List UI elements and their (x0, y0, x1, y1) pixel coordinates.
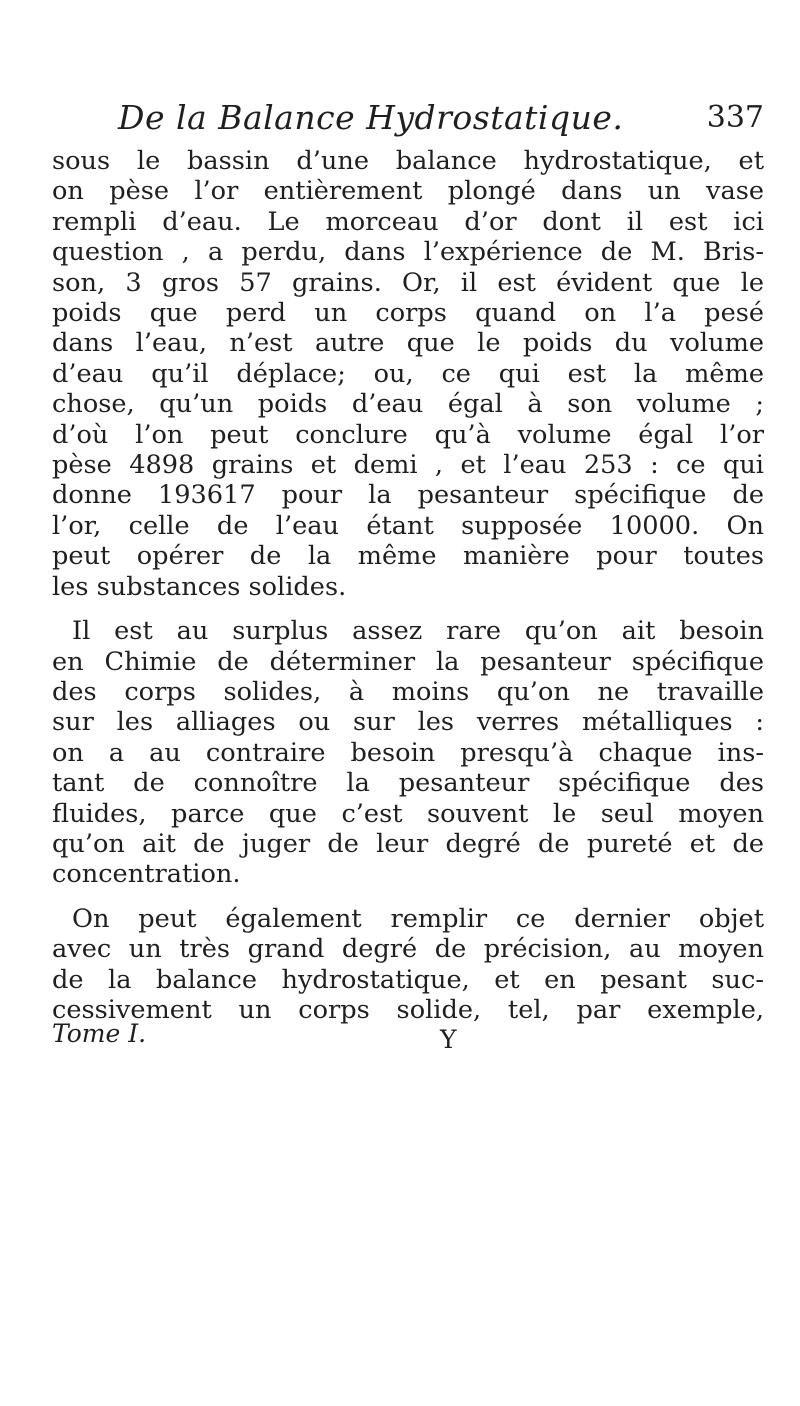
text-line: peut opérer de la même manière pour toutes (52, 541, 764, 572)
text-line: tant de connoître la pesanteur spécifique des (52, 768, 764, 799)
page-number: 337 (706, 100, 764, 135)
text-line: l’or, celle de l’eau étant supposée 10000. On (52, 510, 764, 541)
text-line: d’eau qu’il déplace; ou, ce qui est la même (52, 358, 764, 389)
text-line: en Chimie de déterminer la pesanteur spécifique (52, 646, 764, 677)
text-line: concentration. (52, 859, 241, 890)
text-line: des corps solides, à moins qu’on ne travaille (52, 676, 764, 707)
text-line: rempli d’eau. Le morceau d’or dont il est ici (52, 206, 764, 237)
paragraph-1 (52, 146, 764, 602)
text-line: pèse 4898 grains et demi , et l’eau 253 : ce qui (52, 450, 764, 481)
text-line: chose, qu’un poids d’eau égal à son volume ; (52, 389, 764, 420)
text-line: question , a perdu, dans l’expérience de M. Bris- (52, 237, 764, 268)
gathering-signature: Y (440, 1025, 457, 1055)
page-footer (52, 1019, 764, 1065)
book-page (52, 90, 764, 1065)
text-line: poids que perd un corps quand on l’a pesé (52, 298, 764, 329)
text-line: sous le bassin d’une balance hydrostatique, et (52, 146, 764, 176)
text-line: son, 3 gros 57 grains. Or, il est évident que le (52, 267, 764, 298)
text-line: cessivement un corps solide, tel, par exemple, (52, 994, 764, 1025)
text-line: les substances solides. (52, 571, 347, 602)
text-line: Il est au surplus assez rare qu’on ait besoin (72, 616, 764, 647)
text-line: sur les alliages ou sur les verres métalliques : (52, 707, 764, 738)
text-line: on pèse l’or entièrement plongé dans un vase (52, 176, 764, 207)
page-header (52, 90, 764, 146)
text-line: fluides, parce que c’est souvent le seul moyen (52, 798, 764, 829)
text-line: donne 193617 pour la pesanteur spécifique de (52, 480, 764, 511)
volume-signature: Tome I. (52, 1019, 147, 1049)
text-line: d’où l’on peut conclure qu’à volume égal l’or (52, 419, 764, 450)
text-line: qu’on ait de juger de leur degré de pureté et de (52, 828, 764, 859)
paragraph-3 (52, 904, 764, 1026)
text-line: on a au contraire besoin presqu’à chaque ins- (52, 737, 764, 768)
text-line: dans l’eau, n’est autre que le poids du volume (52, 328, 764, 359)
text-line: de la balance hydrostatique, et en pesant suc- (52, 964, 764, 995)
text-line: avec un très grand degré de précision, au moyen (52, 934, 764, 965)
paragraph-2 (52, 616, 764, 890)
running-title: De la Balance Hydrostatique. (118, 98, 624, 137)
body-text (52, 146, 764, 1025)
text-line: On peut également remplir ce dernier objet (72, 903, 764, 934)
